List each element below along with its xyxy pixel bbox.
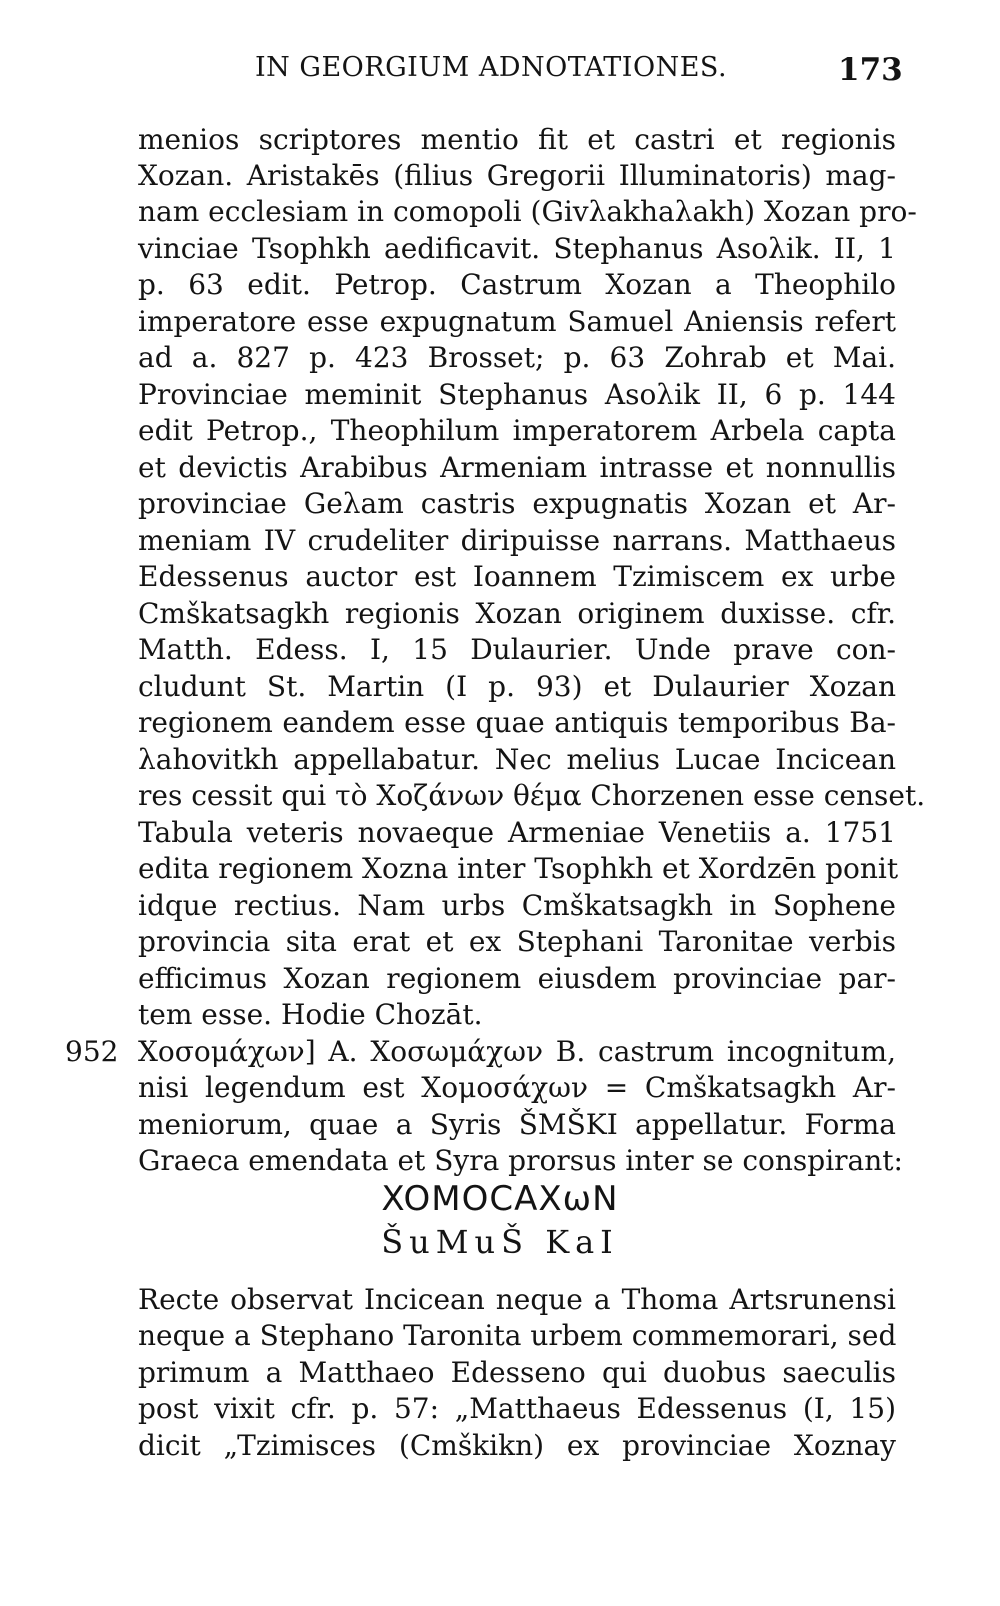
- text-line: ad a. 827 p. 423 Brosset; p. 63 Zohrab et Mai.: [138, 341, 896, 374]
- text-line: cludunt St. Martin (I p. 93) et Dulaurier Xozan: [138, 670, 896, 703]
- text-line: Cmškatsagkh regionis Xozan originem duxisse. cfr.: [138, 597, 896, 630]
- text-line: idque rectius. Nam urbs Cmškatsagkh in Sophene: [138, 889, 896, 922]
- text-line: neque a Stephano Taronita urbem commemorari, sed: [138, 1319, 897, 1352]
- text-line: edit Petrop., Theophilum imperatorem Arbela capta: [138, 414, 896, 447]
- text-line: menios scriptores mentio fit et castri et regionis: [138, 123, 896, 156]
- greek-uncial-form: XOMOCAXωN: [381, 1179, 619, 1219]
- text-line: λahovitkh appellabatur. Nec melius Lucae Incicean: [138, 743, 896, 776]
- text-line: dicit „Tzimisces (Cmškikn) ex provinciae Xoznay: [138, 1429, 896, 1462]
- text-line: Provinciae meminit Stephanus Asoλik II, 6 p. 144: [138, 378, 896, 411]
- text-line: vinciae Tsophkh aedificavit. Stephanus Asoλik. II, 1: [138, 232, 896, 265]
- text-line: Recte observat Incicean neque a Thoma Artsrunensi: [138, 1283, 896, 1316]
- text-line: post vixit cfr. p. 57: „Matthaeus Edessenus (I, 15): [138, 1392, 896, 1425]
- text-line: primum a Matthaeo Edesseno qui duobus saeculis: [138, 1356, 896, 1389]
- text-line: provincia sita erat et ex Stephani Taronitae verbis: [138, 925, 896, 958]
- text-line: regionem eandem esse quae antiquis temporibus Ba-: [138, 706, 896, 739]
- text-line: p. 63 edit. Petrop. Castrum Xozan a Theophilo: [138, 268, 896, 301]
- text-line: edita regionem Xozna inter Tsophkh et Xordzēn ponit: [138, 852, 899, 885]
- text-line: nam ecclesiam in comopoli (Givλakhaλakh) Xozan pro-: [138, 195, 917, 228]
- running-title: IN GEORGIUM ADNOTATIONES.: [255, 52, 728, 83]
- text-line: meniorum, quae a Syris ŠMŠKI appellatur. Forma: [138, 1108, 896, 1141]
- text-line: et devictis Arabibus Armeniam intrasse et nonnullis: [138, 451, 896, 484]
- text-line: Graeca emendata et Syra prorsus inter se conspirant:: [138, 1144, 903, 1177]
- text-line: imperatore esse expugnatum Samuel Aniensis refert: [138, 305, 896, 338]
- line-number: 952: [65, 1035, 119, 1068]
- text-line: Xozan. Aristakēs (filius Gregorii Illuminatoris) mag-: [138, 159, 896, 192]
- text-line: Χοσομάχων] A. Χοσωμάχων B. castrum incognitum,: [138, 1035, 896, 1068]
- text-line: Tabula veteris novaeque Armeniae Venetiis a. 1751: [138, 816, 896, 849]
- page-number: 173: [838, 52, 903, 88]
- text-line: tem esse. Hodie Chozāt.: [138, 998, 483, 1031]
- syriac-transliteration: ŠuMuŠ KaI: [381, 1223, 619, 1261]
- text-line: meniam IV crudeliter diripuisse narrans. Matthaeus: [138, 524, 896, 557]
- text-line: res cessit qui τὸ Χοζάνων θέμα Chorzenen esse censet.: [138, 779, 926, 812]
- text-line: efficimus Xozan regionem eiusdem provinciae par-: [138, 962, 896, 995]
- text-line: Edessenus auctor est Ioannem Tzimiscem ex urbe: [138, 560, 896, 593]
- text-line: Matth. Edess. I, 15 Dulaurier. Unde prave con-: [138, 633, 896, 666]
- text-line: nisi legendum est Χομοσάχων = Cmškatsagkh Ar-: [138, 1071, 896, 1104]
- text-line: provinciae Geλam castris expugnatis Xozan et Ar-: [138, 487, 896, 520]
